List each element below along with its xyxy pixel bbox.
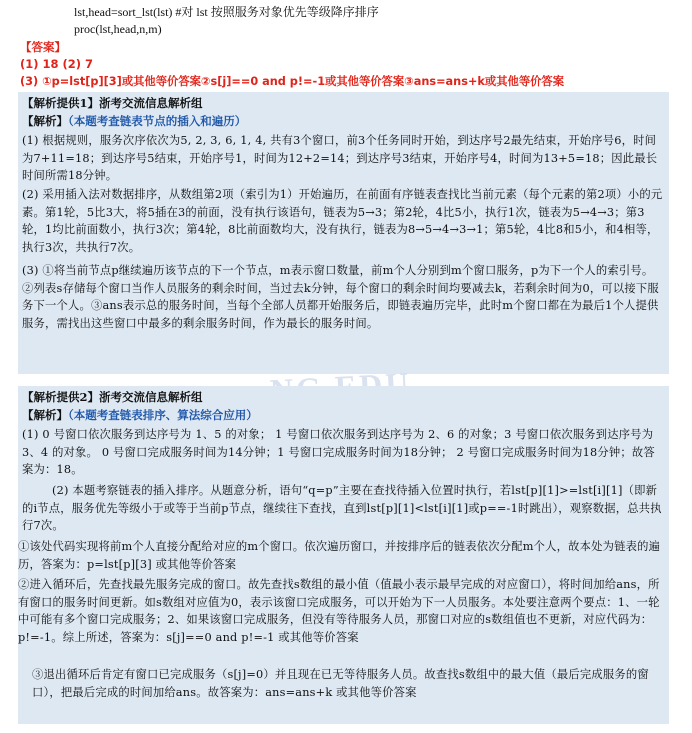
analysis-box-2 bbox=[18, 386, 669, 724]
section1-topic: （本题考查链表节点的插入和遍历） bbox=[68, 114, 247, 128]
answer-line-2: (3) ①p=lst[p][3]或其他等价答案②s[j]==0 and p!=-1或其他等价答案③ans=ans+k或其他等价答案 bbox=[20, 75, 565, 88]
answer-line-1: (1) 18 (2) 7 bbox=[20, 57, 94, 71]
section2-jiexi: 【解析】 bbox=[22, 408, 68, 422]
section2-header: 【解析提供2】浙考交流信息解析组 bbox=[22, 390, 203, 404]
section1-jiexi: 【解析】 bbox=[22, 114, 68, 128]
code-line-1: lst,head=sort_lst(lst) #对 lst 按照服务对象优先等级降序排序 bbox=[74, 5, 379, 19]
section2-item-2: (2) 本题考察链表的插入排序。从题意分析，语句“q=p”主要在查找待插入位置时执行，若lst[p][1]>=lst[i][1]（即新的i节点，服务优先等级小于或等于当前p节点，继续往下查找，直到lst[p][1]<lst[i][1]或p==-1时跳出），观察数据，总共执行7次。 bbox=[22, 484, 662, 533]
section1-item-2: (2) 采用插入法对数据排序，从数组第2项（索引为1）开始遍历，在前面有序链表查找比当前元素（每个元素的第2项）小的元素。第1轮，5比3大，将5插在3的前面，没有执行该语句，链表为5→3；第2轮，4比5小，执行1次，链表为5→4→3；第3轮，1均比前面数小，执行3次；第4轮，8比前面数均大，没有执行，链表为8→5→4→3→1；第5轮，4比8和5小，和4相等，执行3次，共执行7次。 bbox=[22, 188, 663, 254]
answer-label: 【答案】 bbox=[20, 40, 66, 54]
section2-item-4: ②进入循环后，先查找最先服务完成的窗口。故先查找s数组的最小值（值最小表示最早完成的对应窗口），将时间加给ans，所有窗口的服务时间更新。如s数组对应值为0，表示该窗口完成服务，可以开始为下一人员服务。本处要注意两个要点：1、一轮中可能有多个窗口完成服务；2、如果该窗口完成服务，但没有等待服务人员，那窗口对应的s数组值也不更新，对应代码为：p!=-1。综上所述，答案为：s[j]==0 and p!=-1 或其他等价答案 bbox=[18, 578, 660, 644]
analysis-box-1 bbox=[18, 92, 669, 374]
section2-item-5: ③退出循环后肯定有窗口已完成服务（s[j]=0）并且现在已无等待服务人员。故查找s数组中的最大值（最后完成服务的窗口），把最后完成的时间加给ans。故答案为：ans=ans+k 或其他等价答案 bbox=[32, 668, 649, 699]
code-line-2: proc(lst,head,n,m) bbox=[74, 22, 162, 36]
section1-header: 【解析提供1】浙考交流信息解析组 bbox=[22, 96, 203, 110]
section1-item-1: (1) 根据规则，服务次序依次为5, 2, 3, 6, 1, 4, 共有3个窗口，前3个任务同时开始，到达序号2最先结束，开始序号6，时间为7+11=18；到达序号5结束，开始序号1，时间为12+2=14；到达序号3结束，开始序号4，时间为13+5=18；因此最长时间所需18分钟。 bbox=[22, 134, 658, 183]
section2-item-3: ①该处代码实现将前m个人直接分配给对应的m个窗口。依次遍历窗口，并按排序后的链表依次分配m个人，故本处为链表的遍历，答案为：p=lst[p][3] 或其他等价答案 bbox=[18, 540, 661, 571]
section1-title bbox=[22, 113, 246, 129]
section2-title bbox=[22, 407, 258, 423]
section2-topic: （本题考查链表排序、算法综合应用） bbox=[68, 408, 258, 422]
section2-item-1: (1) 0 号窗口依次服务到达序号为 1、5 的对象； 1 号窗口依次服务到达序号为 2、6 的对象；3 号窗口依次服务到达序号为 3、4 的对象。 0 号窗口完成服务时间为14分钟；1 号窗口完成服务时间为18分钟； 2 号窗口完成服务时间为18分钟；故答案为：18。 bbox=[22, 428, 655, 477]
section1-item-3: (3) ①将当前节点p继续遍历该节点的下一个节点，m表示窗口数量，前m个人分别到m个窗口服务，p为下一个人的索引号。②列表s存储每个窗口当作人员服务的剩余时间，当过去k分钟，每个窗口的剩余时间均要减去k，若剩余时间为0，可以接下服务下一个人。③ans表示总的服务时间，当每个全部人员都开始服务后，即链表遍历完毕，此时m个窗口都在为最后1个人提供服务，需找出这些窗口中最多的剩余服务时间，作为最长的服务时间。 bbox=[22, 264, 659, 330]
